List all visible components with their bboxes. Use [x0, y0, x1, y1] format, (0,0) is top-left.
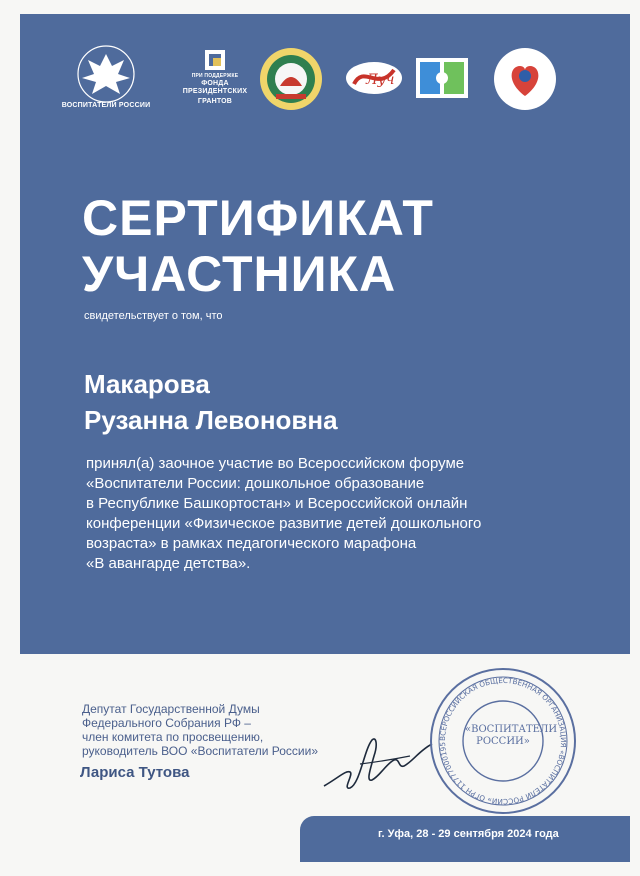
official-stamp-icon — [428, 666, 578, 821]
fund-caption-bottom: ГРАНТОВ — [197, 98, 233, 105]
signer-title — [82, 702, 318, 758]
name-line-2: Рузанна Левоновна — [84, 405, 338, 435]
certificate-body — [86, 454, 586, 574]
stamp-center-text: «ВОСПИТАТЕЛИ РОССИИ» — [465, 724, 558, 747]
body-line: в Республике Башкортостан» и Всероссийской онлайн — [86, 495, 468, 512]
signer-line: Депутат Государственной Думы — [82, 702, 260, 716]
signature-icon — [320, 720, 440, 805]
eagle-emblem-icon — [60, 44, 152, 121]
body-line: принял(а) заочное участие во Всероссийском форуме — [86, 455, 465, 472]
logo-row — [60, 44, 580, 124]
witness-text: свидетельствует о том, что — [84, 310, 223, 322]
signer-line: руководитель ВОО «Воспитатели России» — [82, 744, 319, 758]
heart-child-icon — [492, 46, 558, 117]
signer-line: член комитета по просвещению, — [82, 730, 264, 744]
footer-place-date: г. Уфа, 28 - 29 сентября 2024 года — [378, 828, 559, 840]
vospitateli-caption: ВОСПИТАТЕЛИ РОССИИ — [61, 102, 151, 109]
fund-square-icon — [178, 48, 252, 105]
stamp-ring-text: ВСЕРОССИЙСКАЯ ОБЩЕСТВЕННАЯ ОРГАНИЗАЦИЯ «ВОСПИТАТЕЛИ РОССИИ» ОГРН 11777000195 — [437, 675, 569, 807]
luch-logo-icon — [344, 58, 404, 103]
signer-line: Федерального Собрания РФ – — [82, 716, 251, 730]
signer-name: Лариса Тутова — [80, 764, 190, 781]
participant-name — [84, 366, 338, 438]
fund-caption-mid: ФОНДА ПРЕЗИДЕНТСКИХ — [182, 80, 248, 95]
education-ministry-icon — [414, 56, 470, 105]
name-line-1: Макарова — [84, 369, 210, 399]
title-line-2: УЧАСТНИКА — [82, 246, 397, 302]
body-line: «Воспитатели России: дошкольное образование — [86, 475, 425, 492]
body-line: возраста» в рамках педагогического марафона — [86, 535, 417, 552]
luch-logo-text: Луч — [366, 72, 395, 88]
bashkortostan-emblem-icon — [258, 46, 324, 117]
title-line-1: СЕРТИФИКАТ — [82, 190, 434, 246]
body-line: конференции «Физическое развитие детей дошкольного — [86, 515, 482, 532]
certificate-title — [82, 190, 434, 302]
fund-caption-top: ПРИ ПОДДЕРЖКЕ — [191, 73, 239, 79]
body-line: «В авангарде детства». — [86, 555, 251, 572]
